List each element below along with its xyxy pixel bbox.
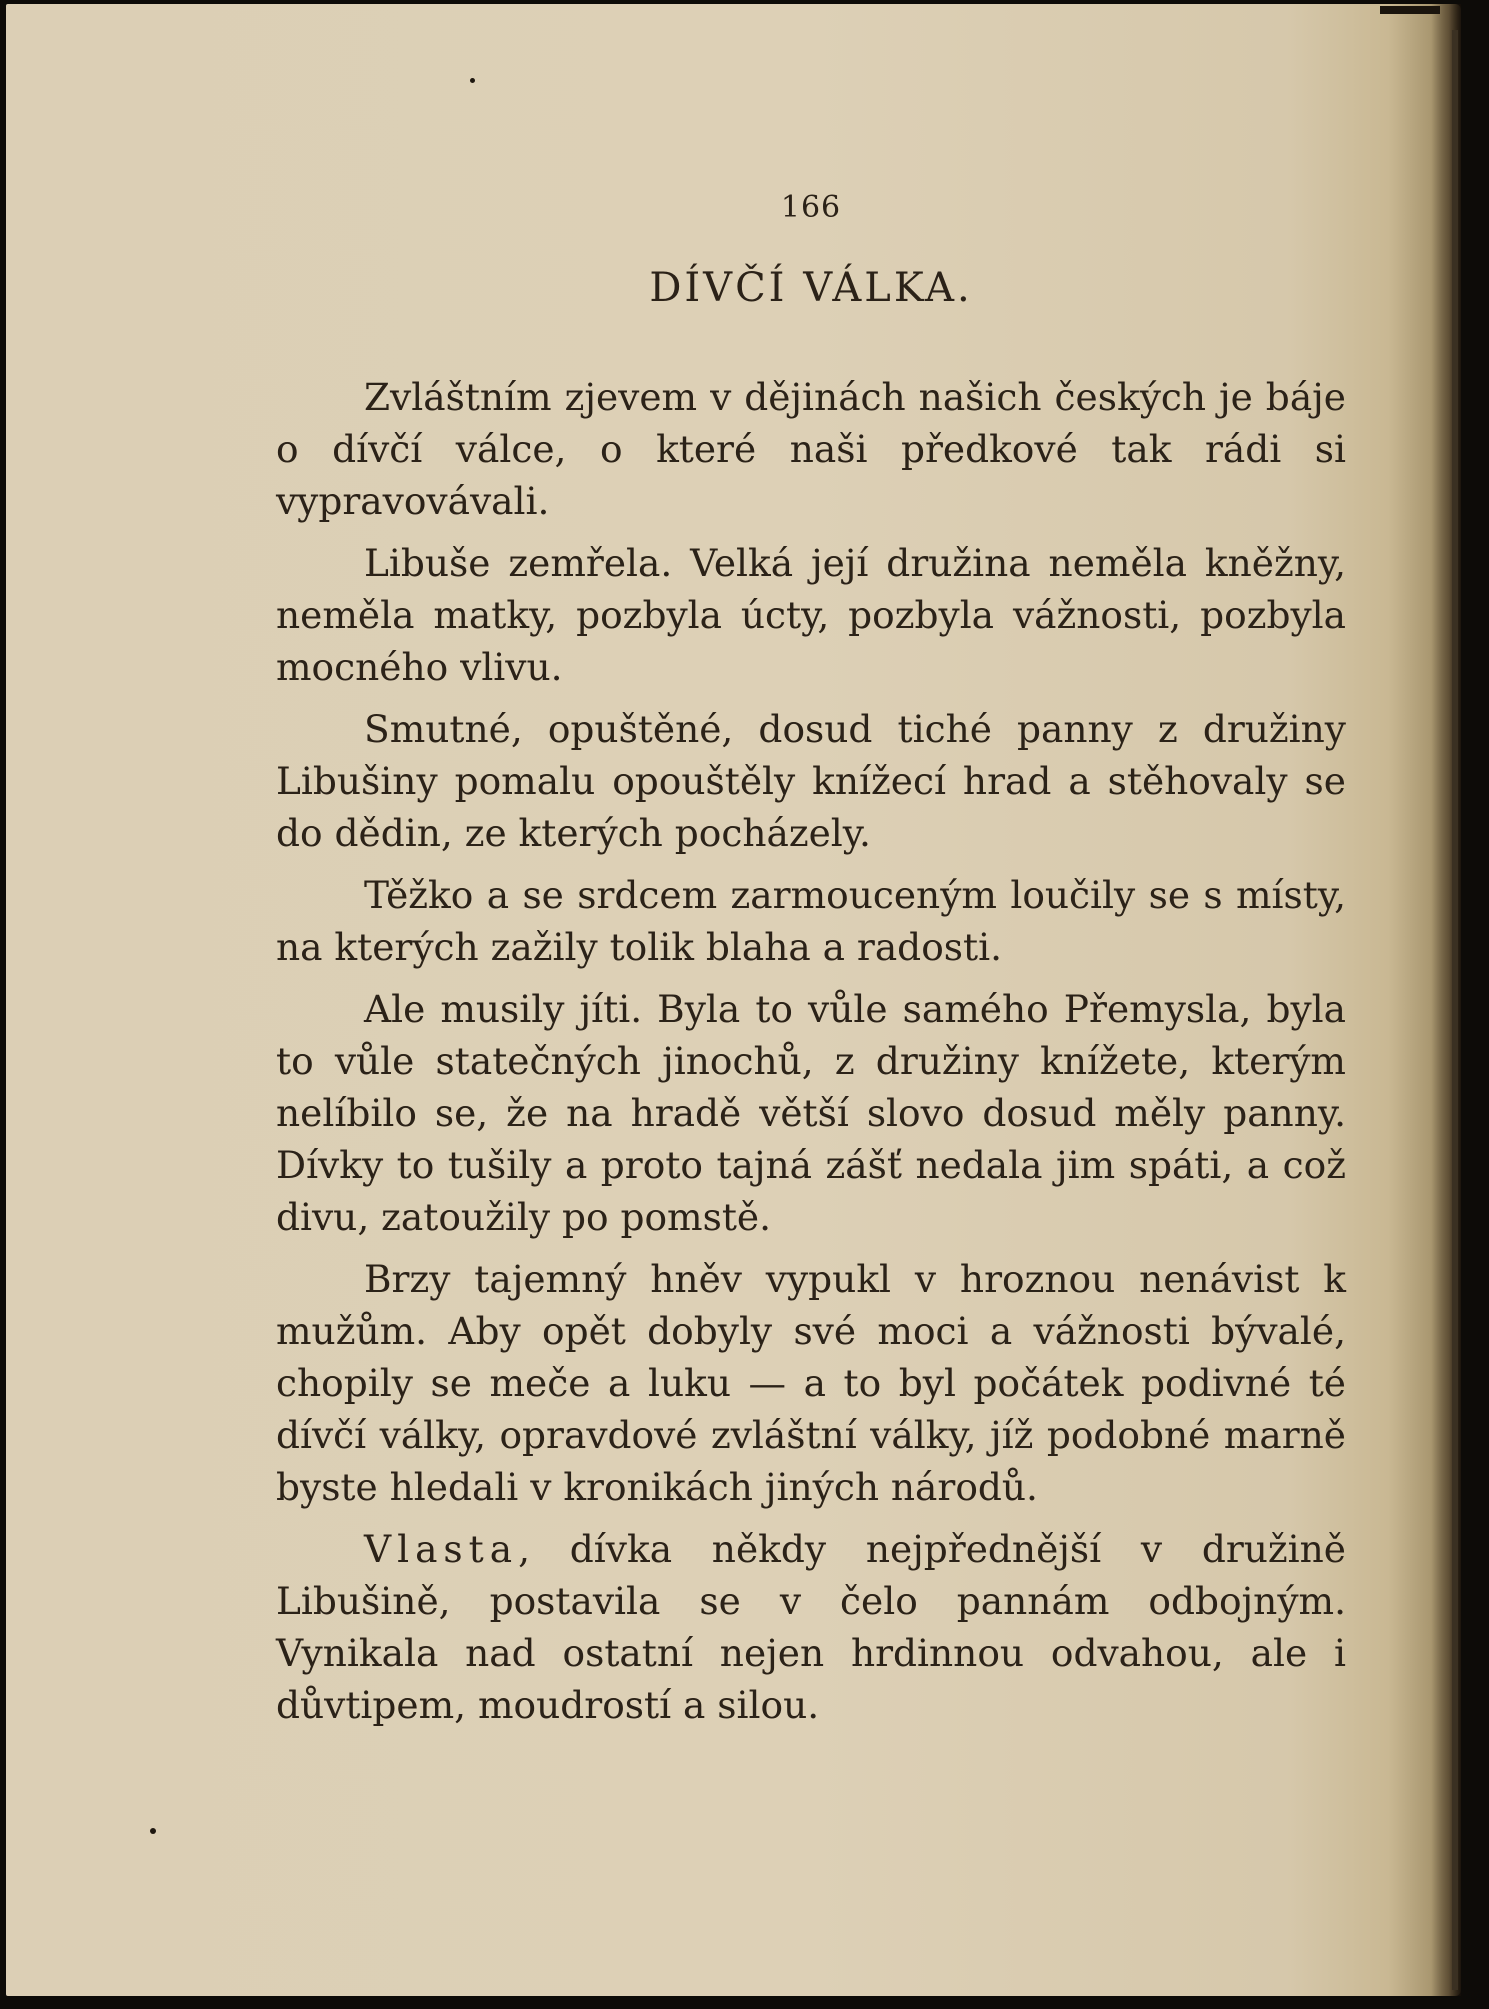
binding-edge [1452,30,1458,1990]
page-content [276,190,1346,1741]
page-number: 166 [780,190,842,225]
corner-mark [1380,6,1440,14]
paragraph: Smutné, opuštěné, dosud tiché panny z družiny Libušiny pomalu opouštěly knížecí hrad a stěhovaly se do dědin, ze kterých pocházely. [276,707,1346,855]
paragraph: Libuše zemřela. Velká její družina neměla kněžny, neměla matky, pozbyla úcty, pozbyla vážnosti, pozbyla mocného vlivu. [276,541,1346,689]
spaced-name: Vlasta [364,1527,519,1571]
dust-speck [470,78,475,83]
paragraph: Těžko a se srdcem zarmouceným loučily se s místy, na kterých zažily tolik blaha a radosti. [276,873,1346,969]
paragraph: Zvláštním zjevem v dějinách našich českých je báje o dívčí válce, o které naši předkové tak rádi si vypravovávali. [276,375,1346,523]
chapter-title: DÍVČÍ VÁLKA. [649,265,973,311]
paragraph [276,1523,1346,1731]
paragraph: Ale musily jíti. Byla to vůle samého Přemysla, byla to vůle statečných jinochů, z družiny knížete, kterým nelíbilo se, že na hradě větší slovo dosud měly panny. Dívky to tušily a proto tajná zášť nedala jim spáti, a což divu, zatoužily po pomstě. [276,987,1346,1239]
paragraph-text: , dívka někdy nejpřednější v družině Libušině, postavila se v čelo pannám odbojným. Vynikala nad ostatní nejen hrdinnou odvahou, ale i důvtipem, moudrostí a silou. [276,1527,1346,1727]
dust-speck [150,1828,156,1834]
paragraph: Brzy tajemný hněv vypukl v hroznou nenávist k mužům. Aby opět dobyly své moci a vážnosti bývalé, chopily se meče a luku — a to byl počátek podivné té dívčí války, opravdové zvláštní války, jíž podobné marně byste hledali v kronikách jiných národů. [276,1257,1346,1509]
